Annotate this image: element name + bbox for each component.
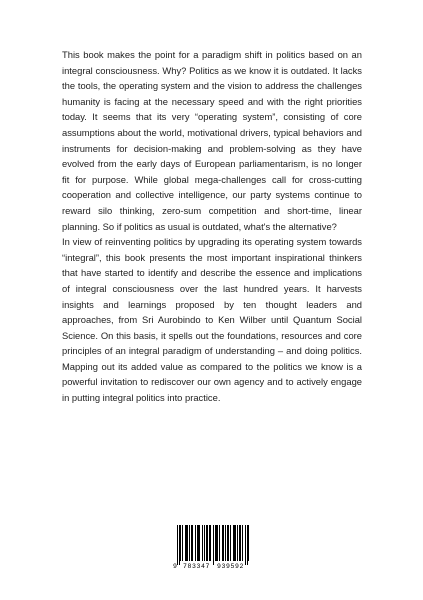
barcode-bar: [186, 525, 187, 561]
barcode-digits-right: 939592: [217, 563, 245, 570]
barcode-bar: [177, 525, 178, 565]
barcode-bar: [228, 525, 229, 561]
barcode-bar: [187, 525, 188, 561]
barcode-bar: [207, 525, 208, 561]
barcode-bar: [202, 525, 203, 561]
barcode-bar: [204, 525, 205, 561]
barcode-bar: [234, 525, 235, 561]
barcode-bar: [198, 525, 199, 561]
barcode-bar: [230, 525, 231, 561]
back-cover-blurb: [62, 47, 362, 406]
barcode-bars: [173, 523, 251, 567]
barcode-bar: [189, 525, 190, 561]
barcode-bar: [197, 525, 198, 561]
barcode-bar: [179, 525, 180, 565]
barcode-bar: [195, 525, 196, 561]
barcode-bar: [222, 525, 223, 561]
barcode-bar: [247, 525, 248, 565]
barcode-bar: [191, 525, 192, 561]
barcode-bar: [242, 525, 243, 561]
barcode-bar: [245, 525, 246, 565]
barcode-bar: [185, 525, 186, 561]
barcode-bar: [217, 525, 218, 561]
barcode-bar: [192, 525, 193, 561]
barcode-bar: [227, 525, 228, 561]
barcode-bar: [240, 525, 241, 561]
barcode-bar: [237, 525, 238, 561]
blurb-paragraph-1: This book makes the point for a paradigm shift in politics based on an integral consciousness. Why? Politics as we know it is outdated. It lacks the tools, the operating system and the vision to address the challenges humanity is facing at the necessary speed and with the right priorities today. It seems that its very “operating system”, consisting of core assumptions about the world, motivational drivers, typical behaviors and instruments for decision-making and problem-solving as they have evolved from the early days of European parliamentarism, is no longer fit for purpose. While global mega-challenges call for cross-cutting cooperation and collective intelligence, our party systems continue to reward silo thinking, zero-sum competition and short-time, linear planning. So if politics as usual is outdated, what's the alternative?: [62, 49, 362, 232]
barcode-bar: [225, 525, 226, 561]
barcode-digits-left: 783347: [183, 563, 211, 570]
barcode-bar: [223, 525, 224, 561]
barcode-bar: [233, 525, 234, 561]
barcode-digit-first: 9: [173, 563, 177, 570]
barcode-bar: [239, 525, 240, 561]
isbn-barcode: [173, 523, 251, 575]
barcode-bar: [180, 525, 181, 561]
barcode-bar: [216, 525, 217, 561]
barcode-bar: [210, 525, 211, 561]
blurb-paragraph-2: In view of reinventing politics by upgrading its operating system towards “integral”, this book presents the most important inspirational thinkers that have started to identify and describe the essence and implications of integral consciousness over the last hundred years. It harvests insights and learnings proposed by ten thought leaders and approaches, from Sri Aurobindo to Ken Wilber until Quantum Social Science. On this basis, it spells out the foundations, resources and core principles of an integral paradigm of understanding – and doing politics. Mapping out its added value as compared to the politics we know is a powerful invitation to rediscover our own agency and to actively engage in putting integral politics into practice.: [62, 236, 362, 404]
barcode-bar: [248, 525, 249, 561]
barcode-bar: [206, 525, 207, 561]
barcode-bar: [215, 525, 216, 561]
barcode-bar: [213, 525, 214, 565]
barcode-bar: [199, 525, 200, 561]
barcode-bar: [209, 525, 210, 561]
barcode-bar: [182, 525, 183, 561]
barcode-bar: [219, 525, 220, 561]
barcode-bar: [235, 525, 236, 561]
